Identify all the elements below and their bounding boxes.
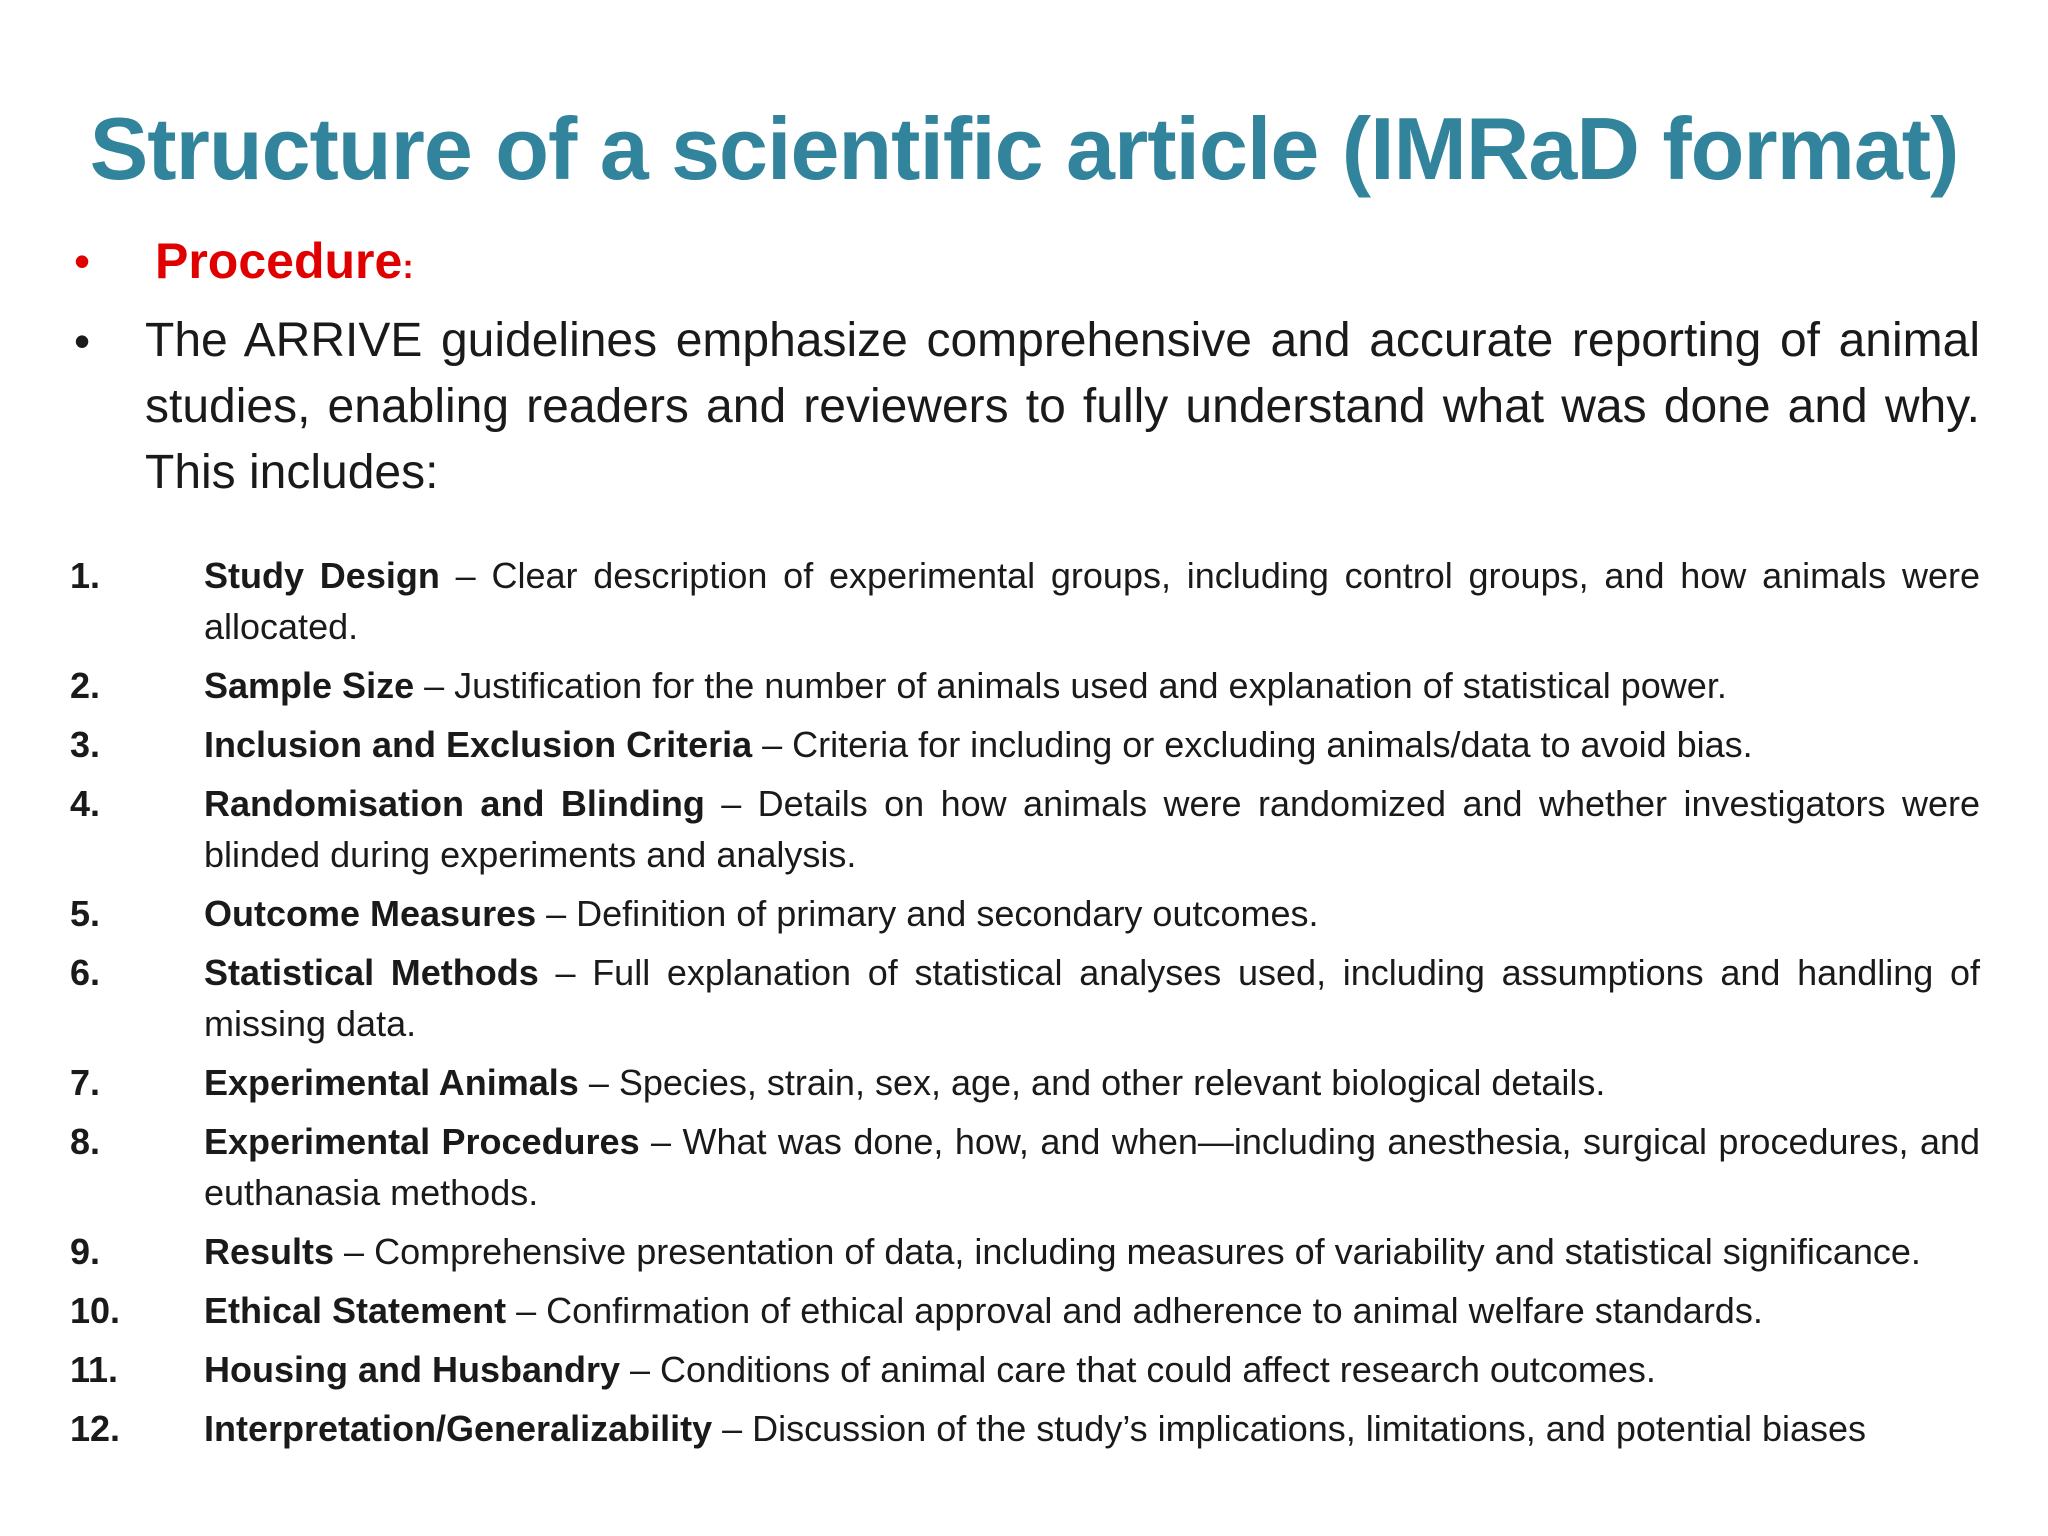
list-item — [70, 1285, 1980, 1336]
item-term: Outcome Measures — [204, 893, 537, 934]
list-item — [70, 1226, 1980, 1277]
item-description: – Details on how animals were randomized and whether investigators were blinded during experiments and analysis. — [204, 783, 1980, 875]
item-term: Housing and Husbandry — [204, 1349, 621, 1390]
slide-title: Structure of a scientific article (IMRaD format) — [89, 99, 1959, 198]
item-number: 6. — [70, 952, 101, 993]
item-term: Randomisation and Blinding — [204, 783, 705, 824]
bullet-list — [70, 222, 1980, 506]
item-term: Interpretation/Generalizability — [204, 1408, 713, 1449]
item-number: 1. — [70, 555, 101, 596]
list-item — [70, 1057, 1980, 1108]
item-description: – Confirmation of ethical approval and adherence to animal welfare standards. — [506, 1290, 1763, 1331]
procedure-bullet — [70, 222, 1980, 300]
list-item — [70, 660, 1980, 711]
item-number: 3. — [70, 724, 101, 765]
item-number: 11. — [70, 1349, 119, 1390]
item-description: – Definition of primary and secondary outcomes. — [536, 893, 1319, 934]
item-description: – Criteria for including or excluding animals/data to avoid bias. — [752, 724, 1753, 765]
intro-text: The ARRIVE guidelines emphasize comprehensive and accurate reporting of animal studies, enabling readers and reviewers to fully understand what was done and why. This includes: — [145, 314, 1980, 499]
bullet-dot-icon: • — [74, 235, 91, 287]
intro-bullet — [70, 308, 1980, 506]
arrive-items-list — [70, 550, 1980, 1462]
item-number: 5. — [70, 893, 101, 934]
list-item — [70, 888, 1980, 939]
list-item — [70, 778, 1980, 880]
item-description: – What was done, how, and when—including anesthesia, surgical procedures, and euthanasia methods. — [204, 1121, 1981, 1213]
list-item — [70, 1344, 1980, 1395]
item-number: 7. — [70, 1062, 101, 1103]
item-term: Results — [204, 1231, 335, 1272]
list-item — [70, 1116, 1980, 1218]
item-number: 10. — [70, 1290, 121, 1331]
item-number: 8. — [70, 1121, 101, 1162]
item-number: 2. — [70, 665, 101, 706]
bullet-dot-icon: • — [74, 315, 91, 367]
item-description: – Comprehensive presentation of data, including measures of variability and statistical significance. — [334, 1231, 1921, 1272]
item-number: 9. — [70, 1231, 101, 1272]
procedure-colon: : — [402, 248, 414, 286]
item-term: Ethical Statement — [204, 1290, 507, 1331]
list-item — [70, 1403, 1980, 1454]
item-term: Statistical Methods — [204, 952, 539, 993]
item-description: – Discussion of the study’s implications, limitations, and potential biases — [712, 1408, 1867, 1449]
item-number: 4. — [70, 783, 101, 824]
item-term: Sample Size — [204, 665, 415, 706]
procedure-label: Procedure — [155, 233, 403, 289]
list-item — [70, 550, 1980, 652]
item-description: – Clear description of experimental groups, including control groups, and how animals were allocated. — [204, 555, 1980, 647]
procedure-heading — [145, 233, 414, 289]
item-description: – Full explanation of statistical analyses used, including assumptions and handling of missing data. — [204, 952, 1981, 1044]
item-term: Inclusion and Exclusion Criteria — [204, 724, 753, 765]
item-description: – Justification for the number of animals used and explanation of statistical power. — [414, 665, 1727, 706]
item-number: 12. — [70, 1408, 121, 1449]
list-item — [70, 947, 1980, 1049]
list-item — [70, 719, 1980, 770]
item-description: – Species, strain, sex, age, and other relevant biological details. — [578, 1062, 1606, 1103]
item-term: Study Design — [204, 555, 440, 596]
item-description: – Conditions of animal care that could affect research outcomes. — [620, 1349, 1656, 1390]
item-term: Experimental Procedures — [204, 1121, 640, 1162]
item-term: Experimental Animals — [204, 1062, 579, 1103]
